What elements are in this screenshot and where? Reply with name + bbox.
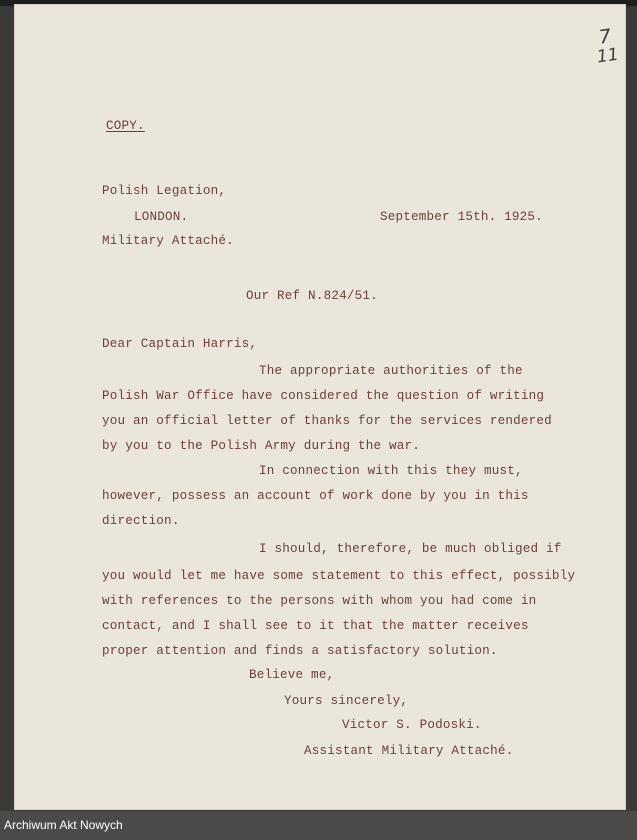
body-line: with references to the persons with whom you had come in [102, 594, 537, 608]
copy-heading: COPY. [106, 119, 145, 133]
sender-office: Military Attaché. [102, 234, 234, 248]
body-line: by you to the Polish Army during the war. [102, 439, 421, 453]
folio-number-bottom: 11 [595, 44, 620, 68]
body-line: I should, therefore, be much obliged if [259, 542, 562, 556]
archive-name: Archiwum Akt Nowych [4, 818, 123, 832]
reference-number: Our Ref N.824/51. [246, 289, 378, 303]
folio-number-top: 7 [597, 25, 613, 49]
signature-name: Victor S. Podoski. [342, 718, 482, 732]
body-line: contact, and I shall see to it that the matter receives [102, 619, 529, 633]
salutation: Dear Captain Harris, [102, 337, 258, 351]
body-line: Polish War Office have considered the question of writing [102, 389, 545, 403]
body-line: proper attention and finds a satisfactory solution. [102, 644, 498, 658]
body-line: The appropriate authorities of the [259, 364, 523, 378]
closing-yours-sincerely: Yours sincerely, [284, 694, 409, 708]
signature-title: Assistant Military Attaché. [304, 744, 514, 758]
body-line: you would let me have some statement to this effect, possibly [102, 569, 576, 583]
body-line: however, possess an account of work done by you in this [102, 489, 529, 503]
body-line: In connection with this they must, [259, 464, 523, 478]
letter-date: September 15th. 1925. [380, 210, 543, 224]
closing-believe-me: Believe me, [249, 668, 335, 682]
body-line: direction. [102, 514, 180, 528]
sender-organization: Polish Legation, [102, 184, 227, 198]
letter-page [14, 4, 626, 810]
body-line: you an official letter of thanks for the services rendered [102, 414, 552, 428]
sender-city: LONDON. [134, 210, 189, 224]
